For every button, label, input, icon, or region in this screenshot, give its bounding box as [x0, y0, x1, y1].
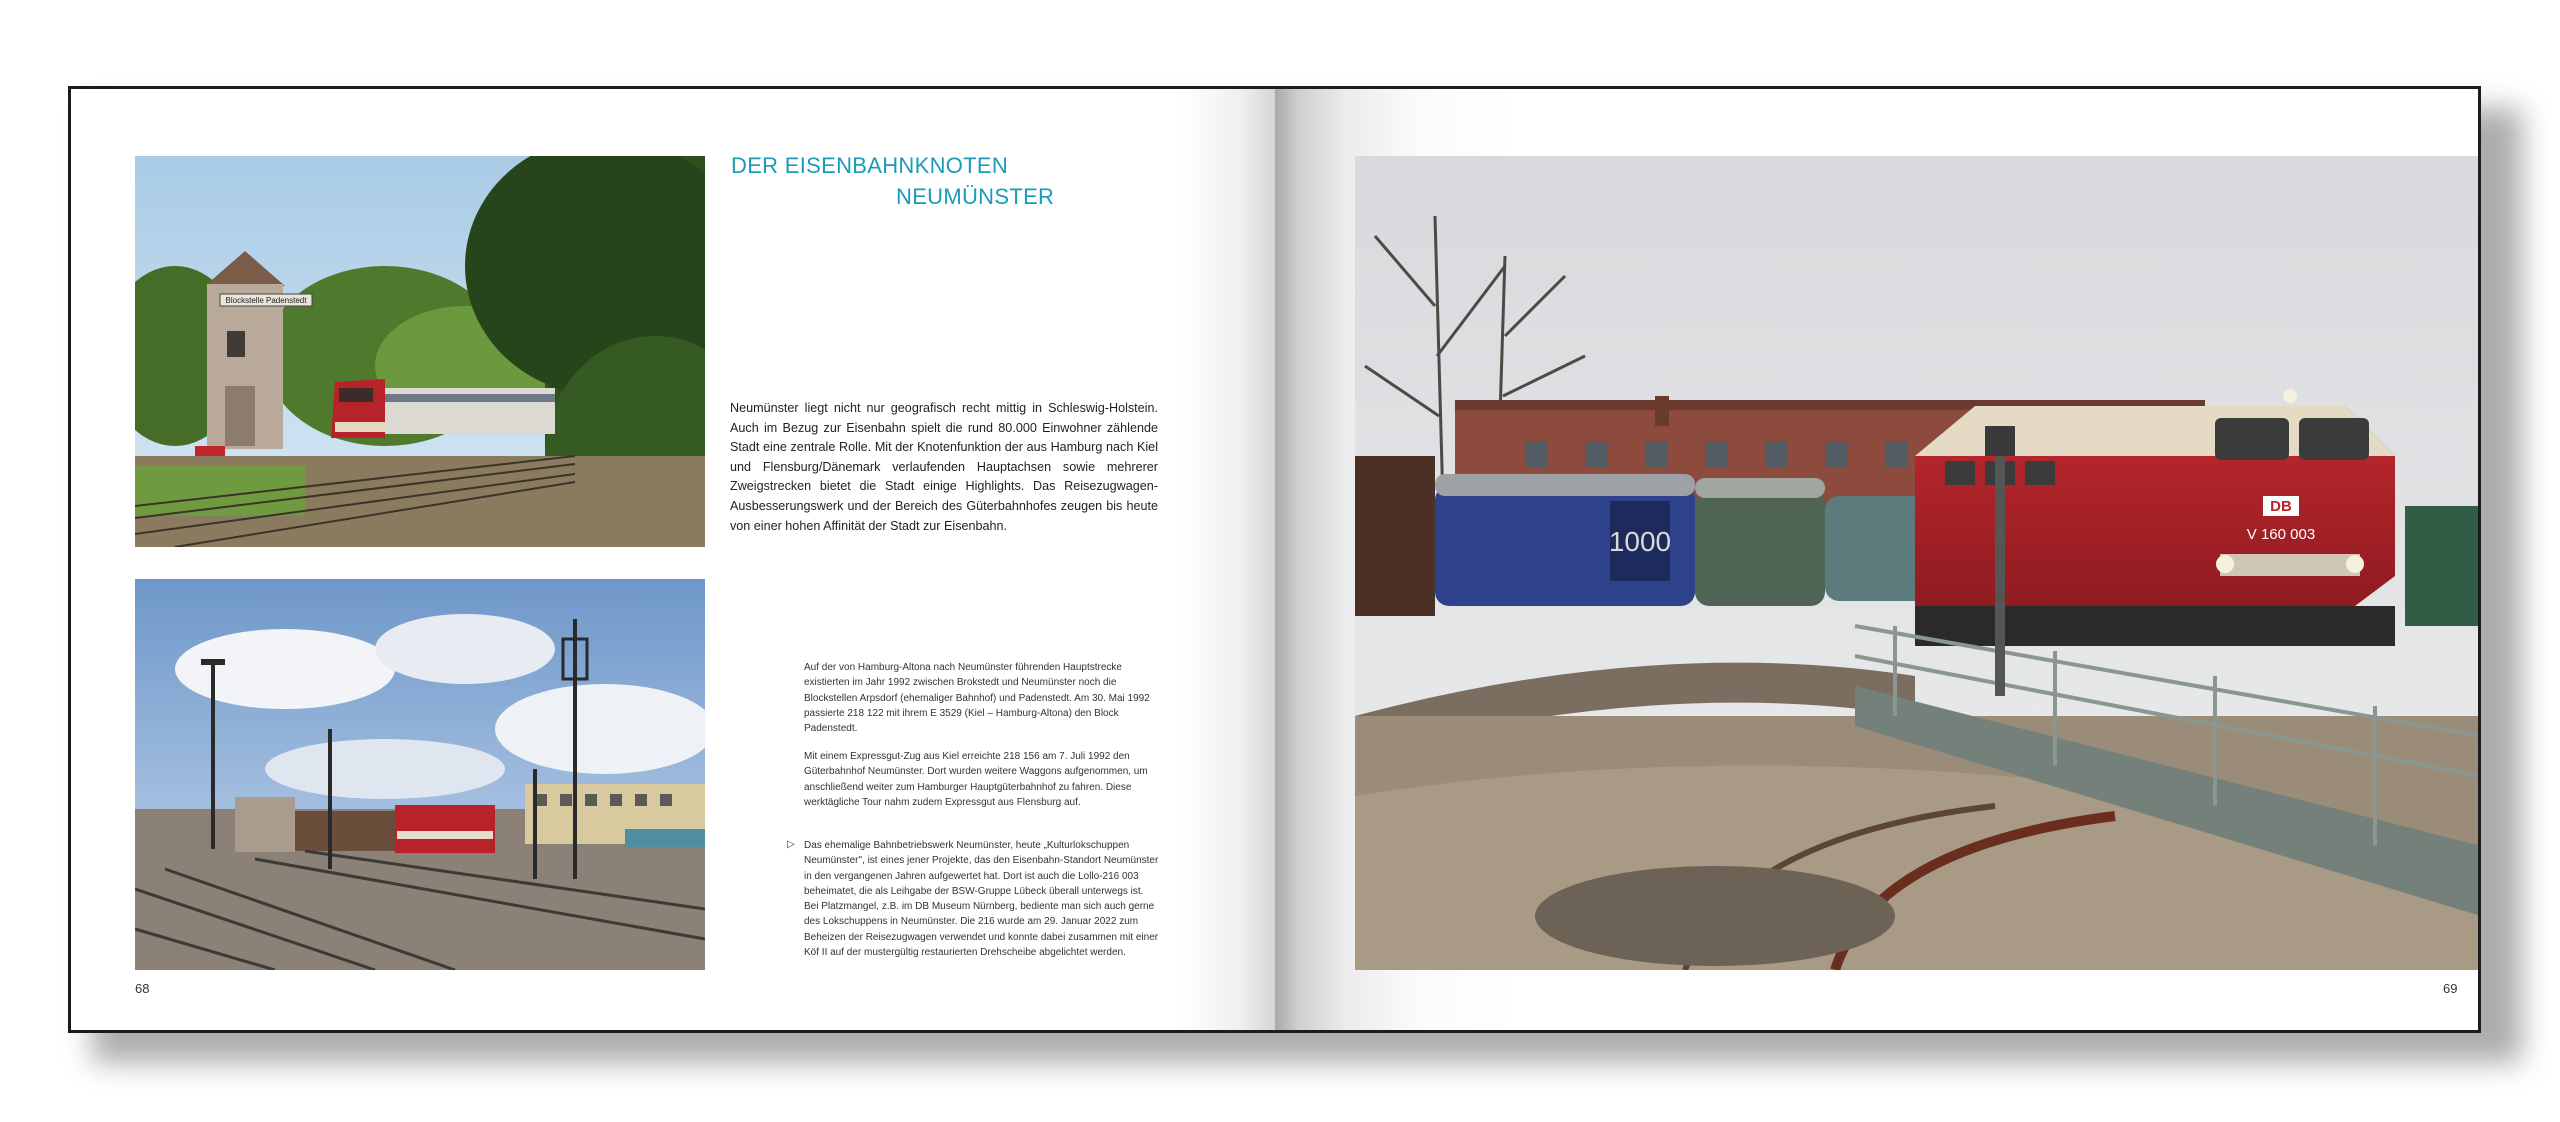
page-number-right: 69 — [2443, 981, 2458, 996]
page-number-left: 68 — [135, 981, 150, 996]
caption-pointer-icon: ▷ — [787, 839, 795, 850]
left-page — [71, 89, 1275, 1030]
caption-3: Das ehemalige Bahnbetriebswerk Neumünster, heute „Kulturlokschuppen Neumünster", ist eines jener Projekte, das den Eisenbahn-Standort Neumünster in den vergangenen Jahren aufgewertet hat. Dort ist auch die Lollo-216 003 beheimatet, die als Leihgabe der BSW-Gruppe Lübeck überall unterwegs ist. Bei Platzmangel, z.B. im DB Museum Nürnberg, bediente man sich auch gerne des Lokschuppens in Neumünster. Die 216 wurde am 29. Januar 2022 zum Beheizen der Reisezugwagen verwendet und konnte dabei zusammen mit einer Köf II auf der mustergültig restaurierten Drehscheibe abgelichtet werden. — [804, 840, 1159, 959]
intro-paragraph: Neumünster liegt nicht nur geografisch recht mittig in Schleswig-Holstein. Auch im Bezug zur Eisenbahn spielt die rund 80.000 Einwohner zählende Stadt eine zentrale Rolle. Mit der Knotenfunktion der aus Hamburg nach Kiel und Flensburg/Dänemark verlaufenden Hauptachsen sowie mehrerer Zweigstrecken bietet die Stadt einige Highlights. Das Reisezugwagen-Ausbesserungswerk und der Bereich des Güterbahnhofes zeugen bis heute von einer hohen Affinität der Stadt zur Eisenbahn. — [730, 401, 1158, 533]
chapter-title-line2: NEUMÜNSTER — [896, 184, 1055, 209]
book-spread — [68, 86, 2481, 1033]
photo-turntable-locomotive — [1355, 156, 2481, 970]
right-page — [1275, 89, 2478, 1030]
db-logo-text: DB — [2270, 498, 2292, 515]
caption-2: Mit einem Expressgut-Zug aus Kiel erreichte 218 156 am 7. Juli 1992 den Güterbahnhof Neumünster. Dort wurden weitere Waggons aufgenommen, um anschließend weiter zum Hamburger Hauptgüterbahnhof zu fahren. Diese werktägliche Tour nahm zudem Expressgut aus Flensburg auf. — [804, 751, 1148, 808]
chapter-title-line1: DER EISENBAHNKNOTEN — [731, 153, 1009, 178]
photo-signal-box-train — [135, 156, 705, 547]
coach-number-text: 1000 — [1608, 526, 1672, 557]
photo-freight-yard — [135, 579, 705, 970]
caption-1: Auf der von Hamburg-Altona nach Neumünster führenden Hauptstrecke existierten im Jahr 1992 zwischen Brokstedt und Neumünster noch die Blockstellen Arpsdorf (ehemaliger Bahnhof) und Padenstedt. Am 30. Mai 1992 passierte 218 122 mit ihrem E 3529 (Kiel – Hamburg-Altona) den Block Padenstedt. — [804, 662, 1150, 735]
station-sign-text: Blockstelle Padenstedt — [225, 296, 307, 305]
loco-number-text: V 160 003 — [2246, 526, 2316, 543]
